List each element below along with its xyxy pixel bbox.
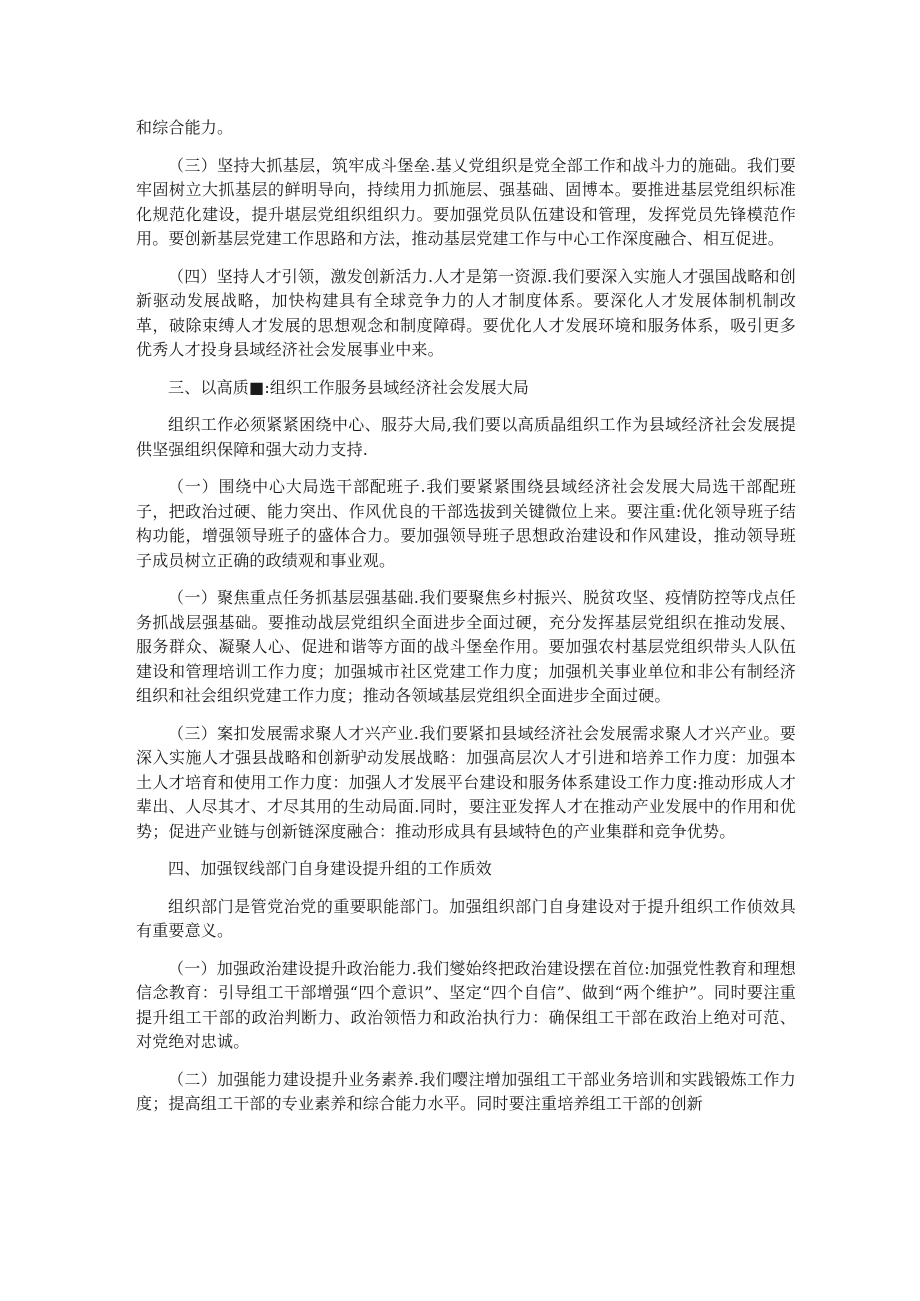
paragraph-section-4-2: （二）加强能力建设提升业务素养.我们嘤注增加强组工干部业务培训和实践锻炼工作力度；提高组工干部的专业素养和综合能力水平。同时要注重培养组工干部的创新 — [136, 1069, 796, 1113]
paragraph-continuation: 和综合能力。 — [136, 118, 234, 137]
paragraph-section-2-4: （四）坚持人才引领，激发创新活力.人才是第一资源.我们要深入实施人才强国战略和创新驱动发展战略，加快构建具有全球竞争力的人才制度体系。要深化人才发展体制机制改革，破除束缚人才发展的思想观念和制度障碍。要优化人才发展环境和服务体系，吸引更多优秀人才投身县域经济社会发展事业中来。 — [136, 266, 796, 359]
paragraph-section-3-2: （一）聚焦重点任务抓基层强基础.我们要聚焦乡村振兴、脱贫攻坚、疫情防控等戊点任务抓战层强基础。要推动战层党组织全面进步全面过硬，充分发挥基层党组织在推动发展、服务群众、凝聚人心、促进和谐等方面的战斗堡垒作用。要加强农村基层党组织带头人队伍建设和管理培训工作力度；加强城市社区党建工作力度；加强机关事业单位和非公有制经济组织和社会组织党建工作力度；推动各领域基层党组织全面进步全面过硬。 — [136, 588, 796, 705]
paragraph-section-3-1: （一）围绕中心大局选干部配班子.我们要紧紧围绕县域经济社会发展大局选干部配班子，把政治过硬、能力突出、作风优良的干部选拔到关键微位上来。要注重:优化领导班子结构功能，增强领导班子的盛体合力。要加强领导班子思想政治建设和作风建设，推动领导班子成员树立正确的政绩观和事业观。 — [136, 477, 796, 570]
heading-section-4: 四、加强钗线部门自身建设提升组的工作质效 — [168, 859, 493, 878]
paragraph-section-2-3: （三）坚持大抓基层，筑牢成斗堡垒.基乂党组织是党全部工作和战斗力的施础。我们要牢固树立大抓基层的鲜明导向，持续用力抓施层、强基础、固博本。要推进基层党组织标准化规范化建设，提升堪层党组织组织力。要加强党员队伍建设和管理，发挥党员先锋模范作用。要创新基层党建工作思路和方法，推动基层党建工作与中心工作深度融合、相互促进。 — [136, 155, 796, 248]
heading-section-3: 三、以高质■:组织工作服务县域经济社会发展大局 — [168, 377, 530, 397]
paragraph-section-3-intro: 组织工作必须紧紧困绕中心、服芬大局,我们要以高质晶组织工作为县域经济社会发展提供坚强组织保障和强大动力支持. — [136, 415, 796, 459]
document-page — [136, 116, 796, 1117]
paragraph-section-3-3: （三）案扣发展需求聚人才兴产业.我们要紧扣县域经济社会发展需求聚人才兴产业。要深入实施人才强县战略和创新驴动发展战略：加强高层次人才引进和培养工作力度：加强本土人才培育和使用工作力度：加强人才发展平台建设和服务体系建设工作力度:推动形成人才辈出、人尽其才、才尽其用的生动局面.同时，要注亚发挥人才在推动产业发展中的作用和优势；促进产业链与创新链深度融合：推动形成具有县域特色的产业集群和竞争优势。 — [136, 723, 796, 841]
paragraph-section-4-intro: 组织部门是管党治党的重要职能部门。加强组织部门自身建设对于提升组织工作侦效具有重要意义。 — [136, 896, 796, 940]
paragraph-section-4-1: （一）加强政治建设提升政治能力.我们燮始终把政治建设摆在首位:加强党性教育和理想信念教育：引导组工干部增强“四个意识”、坚定“四个自信”、做到“两个维护”。同时要注重提升组工干部的政治判断力、政治领悟力和政治执行力：确保组工干部在政治上绝对可范、对党绝对忠诚。 — [136, 958, 796, 1051]
